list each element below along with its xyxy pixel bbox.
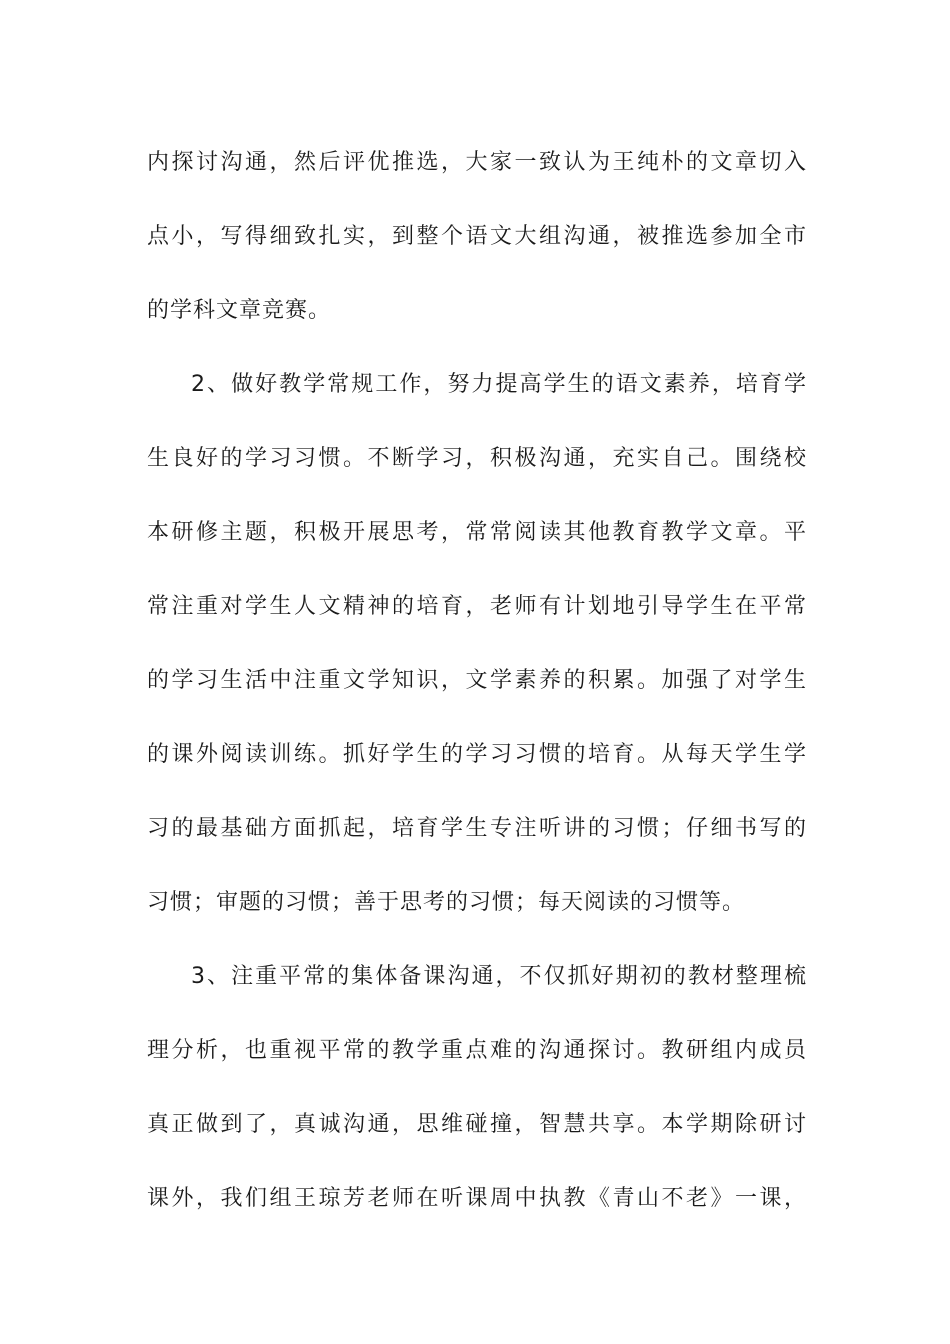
text-line: 习惯；审题的习惯；善于思考的习惯；每天阅读的习惯等。: [147, 890, 746, 915]
text-line: 的课外阅读训练。抓好学生的学习习惯的培育。从每天学生学: [147, 742, 807, 767]
text-line: 3、注重平常的集体备课沟通，不仅抓好期初的教材整理梳: [191, 964, 807, 989]
text-line: 理分析，也重视平常的教学重点难的沟通探讨。教研组内成员: [147, 1038, 807, 1063]
text-line: 课外，我们组王琼芳老师在听课周中执教《青山不老》一课，: [147, 1186, 807, 1211]
text-line: 本研修主题，积极开展思考，常常阅读其他教育教学文章。平: [147, 520, 807, 545]
paragraph-1: [147, 126, 807, 348]
text-line: 真正做到了，真诚沟通，思维碰撞，智慧共享。本学期除研讨: [147, 1112, 807, 1137]
text-line: 内探讨沟通，然后评优推选，大家一致认为王纯朴的文章切入: [147, 150, 807, 175]
text-line: 的学习生活中注重文学知识，文学素养的积累。加强了对学生: [147, 668, 807, 693]
text-line: 常注重对学生人文精神的培育，老师有计划地引导学生在平常: [147, 594, 807, 619]
document-body: [147, 126, 807, 1236]
paragraph-3: [147, 940, 807, 1236]
paragraph-2: [147, 348, 807, 940]
text-line: 点小，写得细致扎实，到整个语文大组沟通，被推选参加全市: [147, 224, 807, 249]
text-line: 2、做好教学常规工作，努力提高学生的语文素养，培育学: [191, 372, 807, 397]
text-line: 的学科文章竞赛。: [147, 298, 332, 323]
text-line: 生良好的学习习惯。不断学习，积极沟通，充实自己。围绕校: [147, 446, 807, 471]
text-line: 习的最基础方面抓起，培育学生专注听讲的习惯；仔细书写的: [147, 816, 807, 841]
